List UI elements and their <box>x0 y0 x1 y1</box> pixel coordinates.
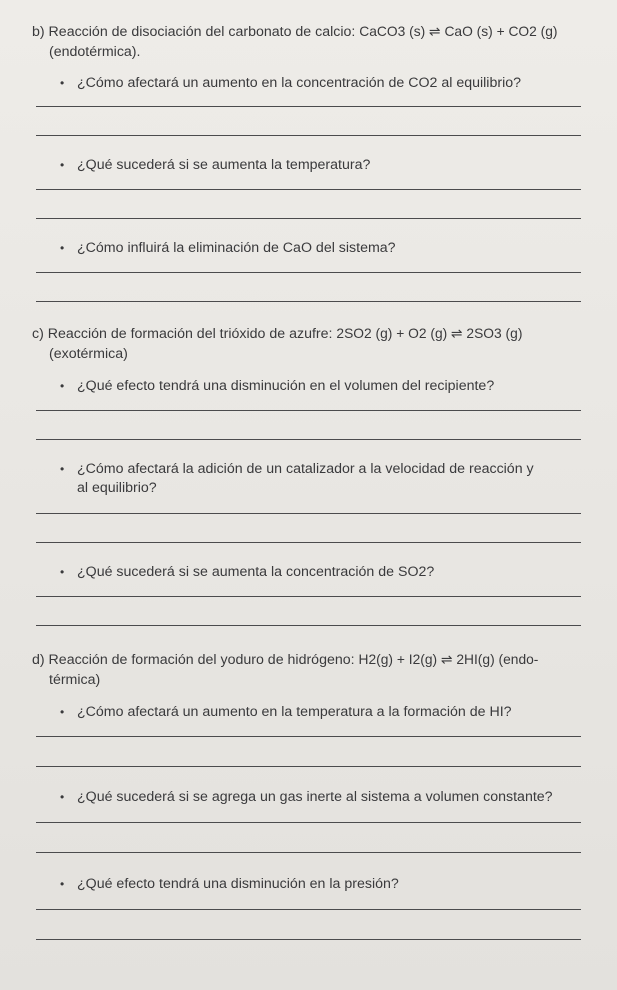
answer-line[interactable] <box>36 301 581 302</box>
bullet: • <box>60 877 65 891</box>
question-d3 <box>32 875 587 894</box>
question-text: ¿Cómo afectará un aumento en la concentración de CO2 al equilibrio? <box>77 75 522 91</box>
question-d1 <box>32 703 587 722</box>
question-text: ¿Cómo afectará la adición de un catalizador a la velocidad de reacción y <box>77 461 534 477</box>
question-c2-continued <box>32 479 587 498</box>
section-b-equation: CaCO3 (s) ⇌ CaO (s) + CO2 (g) <box>359 24 558 39</box>
bullet: • <box>60 76 65 90</box>
section-c-heading <box>32 324 587 344</box>
section-b-title: b) Reacción de disociación del carbonato de calcio: <box>32 24 360 40</box>
bullet: • <box>60 462 65 476</box>
section-d <box>32 650 587 940</box>
section-d-heading <box>32 650 587 670</box>
question-b3 <box>32 239 587 258</box>
answer-line[interactable] <box>36 625 581 626</box>
question-text: ¿Cómo afectará un aumento en la temperatura a la formación de HI? <box>77 704 512 720</box>
bullet: • <box>60 790 65 804</box>
question-text: ¿Qué sucederá si se agrega un gas inerte al sistema a volumen constante? <box>77 789 553 805</box>
section-b-heading <box>32 22 587 42</box>
question-text: ¿Qué efecto tendrá una disminución en el volumen del recipiente? <box>77 378 495 394</box>
section-c-title: c) Reacción de formación del trióxido de azufre: <box>32 326 337 342</box>
question-text: ¿Cómo influirá la eliminación de CaO del sistema? <box>77 240 396 256</box>
section-d-equation: H2(g) + I2(g) ⇌ 2HI(g) (endo- <box>358 652 539 667</box>
question-c2 <box>32 460 587 479</box>
section-b-subtitle: (endotérmica). <box>49 44 141 60</box>
question-d2 <box>32 788 587 807</box>
answer-line[interactable] <box>36 939 581 940</box>
question-c1 <box>32 377 587 396</box>
question-b2 <box>32 156 587 175</box>
question-text: al equilibrio? <box>77 480 157 496</box>
question-text: ¿Qué sucederá si se aumenta la concentración de SO2? <box>77 564 435 580</box>
question-b1 <box>32 74 587 93</box>
question-c3 <box>32 563 587 582</box>
section-d-subtitle: térmica) <box>49 672 101 688</box>
section-b <box>32 22 587 302</box>
bullet: • <box>60 565 65 579</box>
bullet: • <box>60 705 65 719</box>
question-text: ¿Qué sucederá si se aumenta la temperatura? <box>77 157 371 173</box>
bullet: • <box>60 158 65 172</box>
section-d-title: d) Reacción de formación del yoduro de hidrógeno: <box>32 652 359 668</box>
section-c <box>32 324 587 626</box>
section-c-equation: 2SO2 (g) + O2 (g) ⇌ 2SO3 (g) <box>336 326 523 341</box>
bullet: • <box>60 241 65 255</box>
bullet: • <box>60 379 65 393</box>
question-text: ¿Qué efecto tendrá una disminución en la presión? <box>77 876 399 892</box>
section-c-subtitle: (exotérmica) <box>49 346 128 362</box>
